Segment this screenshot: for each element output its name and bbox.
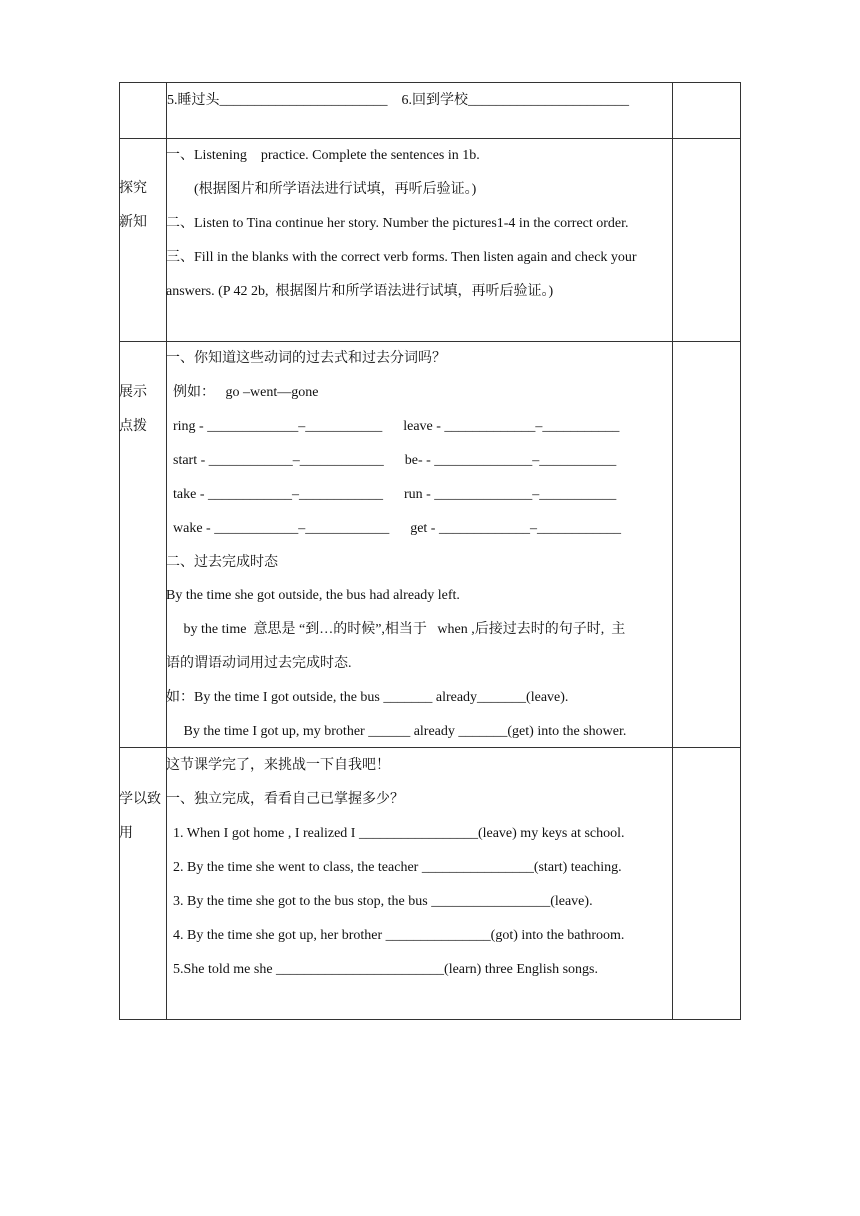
- column-divider-2: [672, 82, 673, 1020]
- row-divider-2: [119, 341, 741, 342]
- row3-line: By the time she got outside, the bus had already left.: [166, 588, 460, 603]
- row2-label-line2: 新知: [119, 215, 147, 230]
- row2-line: 一、Listening practice. Complete the sentences in 1b.: [166, 148, 480, 163]
- row4-line: 5.She told me she ________________________(learn) three English songs.: [166, 962, 599, 977]
- row3-line: 一、你知道这些动词的过去式和过去分词吗？: [166, 351, 446, 366]
- row4-line: 2. By the time she went to class, the teacher ________________(start) teaching.: [166, 860, 622, 875]
- row2-line: answers. (P 42 2b, 根据图片和所学语法进行试填，再听后验证。): [166, 284, 554, 299]
- row3-line: take - ____________–____________ run - ______________–___________: [166, 487, 617, 502]
- row3-line: By the time I got up, my brother ______ already _______(get) into the shower.: [166, 724, 627, 739]
- row2-line: 二、Listen to Tina continue her story. Number the pictures1-4 in the correct order.: [166, 216, 629, 231]
- row2-line: (根据图片和所学语法进行试填，再听后验证。): [166, 182, 477, 197]
- table-border-top: [119, 82, 741, 83]
- row1-text: 5.睡过头________________________ 6.回到学校_______________________: [167, 93, 629, 108]
- row3-line: 二、过去完成时态: [166, 555, 278, 570]
- row3-line: 语的谓语动词用过去完成时态.: [166, 656, 352, 671]
- row3-line: by the time 意思是 “到…的时候”,相当于 when ,后接过去时的句子时, 主: [166, 622, 626, 637]
- row4-line: 这节课学完了，来挑战一下自我吧！: [166, 758, 390, 773]
- lesson-table: [119, 82, 741, 1020]
- row4-line: 1. When I got home , I realized I _________________(leave) my keys at school.: [166, 826, 625, 841]
- row-divider-1: [119, 138, 741, 139]
- row4-label-line1: 学以致: [119, 792, 161, 807]
- row2-line: 三、Fill in the blanks with the correct verb forms. Then listen again and check your: [166, 250, 637, 265]
- row4-line: 4. By the time she got up, her brother _______________(got) into the bathroom.: [166, 928, 625, 943]
- row2-label-line1: 探究: [119, 181, 147, 196]
- table-border-right: [740, 82, 741, 1020]
- row3-label-line2: 点拨: [119, 419, 147, 434]
- row3-line: 例如： go –went—gone: [166, 385, 319, 400]
- table-border-bottom: [119, 1019, 741, 1020]
- row4-label-line2: 用: [119, 826, 133, 841]
- row4-line: 一、独立完成，看看自己已掌握多少？: [166, 792, 404, 807]
- row3-line: 如：By the time I got outside, the bus _______ already_______(leave).: [166, 690, 569, 705]
- row3-label-line1: 展示: [119, 385, 147, 400]
- row-divider-3: [119, 747, 741, 748]
- row4-line: 3. By the time she got to the bus stop, the bus _________________(leave).: [166, 894, 593, 909]
- row3-line: wake - ____________–____________ get - _____________–____________: [166, 521, 621, 536]
- row3-line: start - ____________–____________ be- - ______________–___________: [166, 453, 617, 468]
- row3-line: ring - _____________–___________ leave - _____________–___________: [166, 419, 620, 434]
